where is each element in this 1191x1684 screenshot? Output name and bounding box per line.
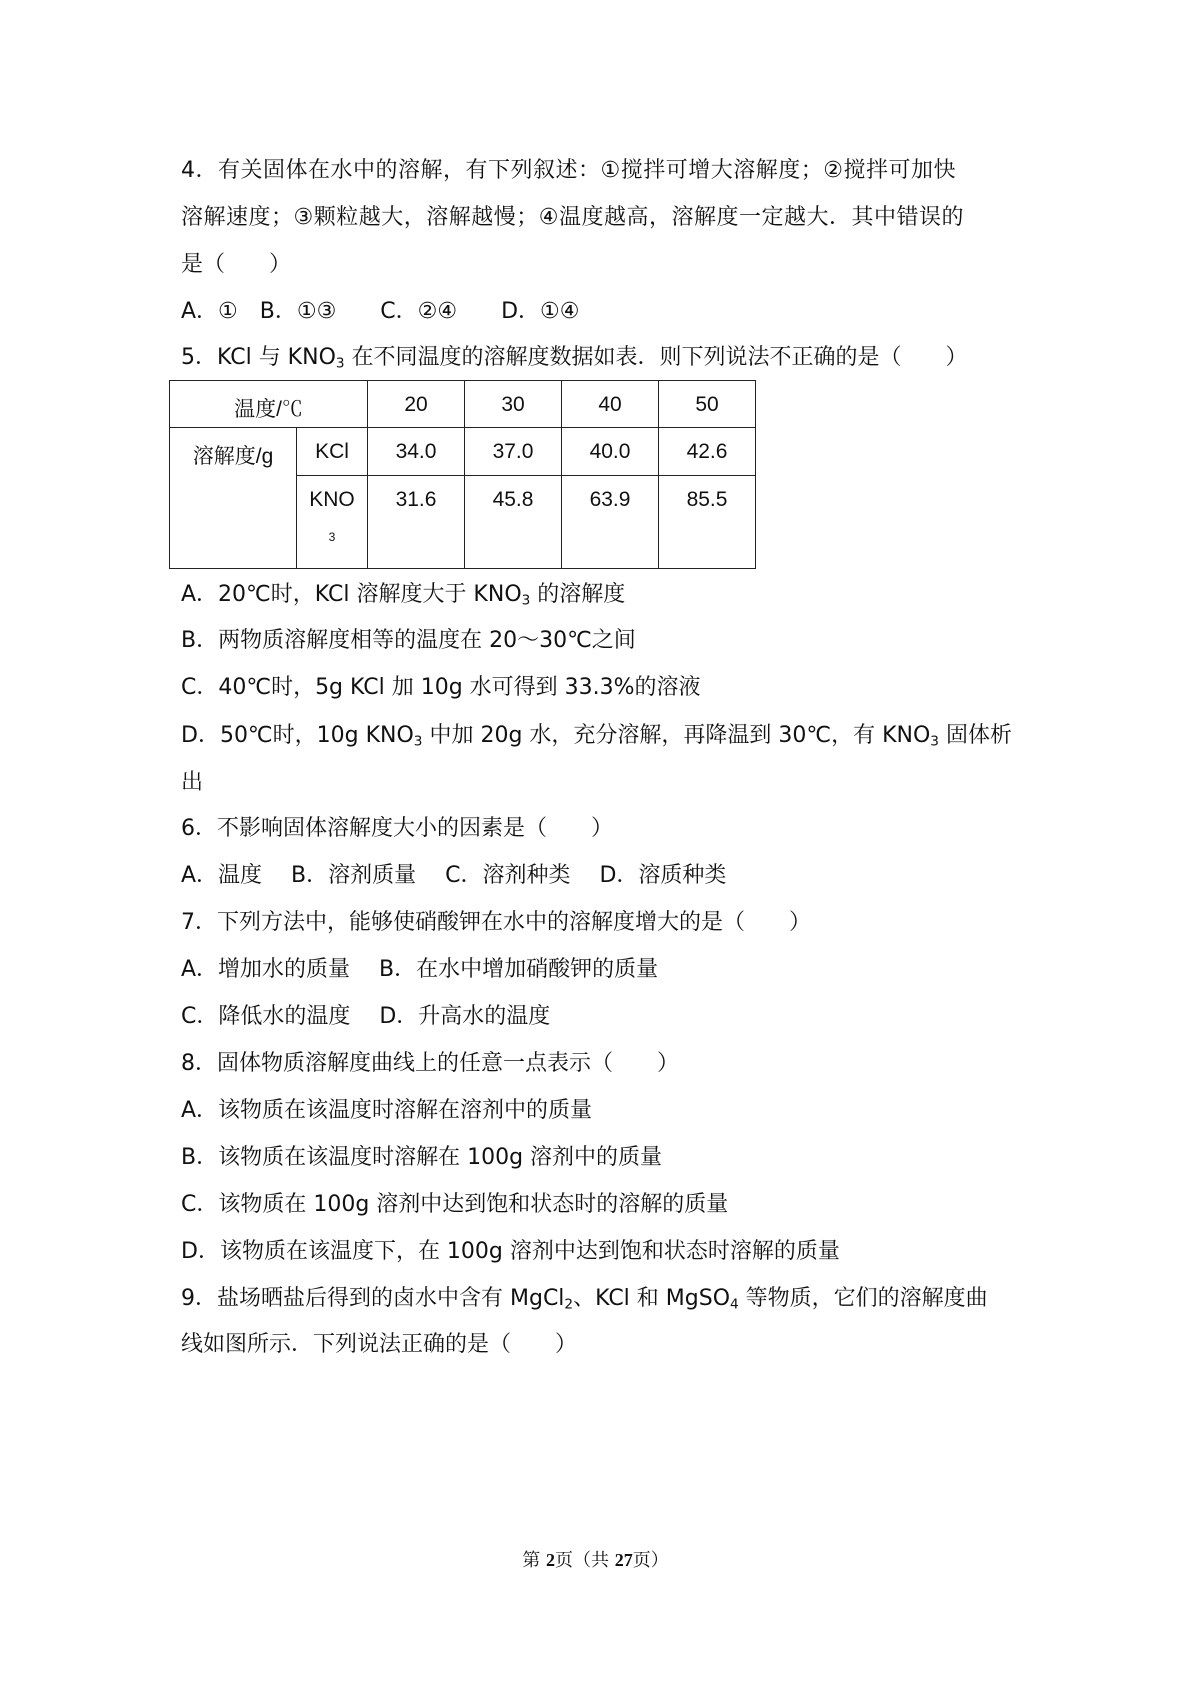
kno3-label-cell: KNO 3 — [297, 476, 368, 569]
kcl-label-cell: KCl — [297, 428, 368, 476]
total-pages: 27 — [614, 1550, 633, 1570]
table-row-kcl — [170, 428, 756, 476]
q9-line-1: 9．盐场晒盐后得到的卤水中含有 MgCl$_2$、KCl 和 MgSO$_4$ 等物质，它们的溶解度曲 — [181, 1286, 988, 1313]
q7-options-2: C．降低水的温度 D．升高水的温度 — [181, 1004, 551, 1029]
q5-option-d: D．50℃时，10g $KNO_3$ 中加 20g 水，充分溶解，再降温到 30℃，有 $KNO_3$ 固体析 — [181, 723, 1012, 750]
kno3-value-cell: 45.8 — [465, 476, 562, 569]
q5-option-c: C．40℃时，5g KCl 加 10g 水可得到 33.3%的溶液 — [181, 675, 701, 700]
table-row-header — [170, 381, 756, 428]
solubility-label-cell: 溶解度/g — [170, 428, 297, 569]
q8-option-b: B．该物质在该温度时溶解在 100g 溶剂中的质量 — [181, 1145, 663, 1170]
q5-option-a: A．20℃时，KCl 溶解度大于 $KNO_3$ 的溶解度 — [181, 582, 626, 609]
q4-line-2: 溶解速度；③颗粒越大，溶解越慢；④温度越高，溶解度一定越大．其中错误的 — [181, 205, 964, 230]
q7-options-1: A．增加水的质量 B．在水中增加硝酸钾的质量 — [181, 957, 659, 982]
temp-cell: 40 — [562, 381, 659, 428]
temp-cell: 50 — [659, 381, 756, 428]
solubility-table — [169, 380, 756, 569]
q8-option-d: D．该物质在该温度下，在 100g 溶剂中达到饱和状态时溶解的质量 — [181, 1239, 840, 1264]
kcl-value-cell: 37.0 — [465, 428, 562, 476]
q7-stem: 7．下列方法中，能够使硝酸钾在水中的溶解度增大的是（ ） — [181, 910, 811, 935]
q4-options: A．① B．①③ C．②④ D．①④ — [181, 299, 580, 324]
q4-line-1: 4．有关固体在水中的溶解，有下列叙述：①搅拌可增大溶解度；②搅拌可加快 — [181, 158, 956, 183]
q9-line-2: 线如图所示．下列说法正确的是（ ） — [181, 1332, 578, 1357]
kcl-value-cell: 34.0 — [368, 428, 465, 476]
kcl-value-cell: 40.0 — [562, 428, 659, 476]
q8-stem: 8．固体物质溶解度曲线上的任意一点表示（ ） — [181, 1051, 679, 1076]
kno3-value-cell: 63.9 — [562, 476, 659, 569]
kcl-value-cell: 42.6 — [659, 428, 756, 476]
kno3-value-cell: 31.6 — [368, 476, 465, 569]
q6-stem: 6．不影响固体溶解度大小的因素是（ ） — [181, 816, 613, 841]
page-number: 2 — [546, 1550, 555, 1570]
temp-header-cell: 温度/℃ — [170, 381, 368, 428]
kno3-label-subscript: 3 — [328, 530, 336, 544]
q8-option-c: C．该物质在 100g 溶剂中达到饱和状态时的溶解的质量 — [181, 1192, 729, 1217]
kno3-value-cell: 85.5 — [659, 476, 756, 569]
temp-cell: 20 — [368, 381, 465, 428]
q8-option-a: A．该物质在该温度时溶解在溶剂中的质量 — [181, 1098, 593, 1123]
q5-option-b: B．两物质溶解度相等的温度在 20～30℃之间 — [181, 628, 636, 653]
q6-options: A．温度 B．溶剂质量 C．溶剂种类 D．溶质种类 — [181, 863, 727, 888]
q4-line-3: 是（ ） — [181, 252, 292, 277]
q5-option-d-continued: 出 — [181, 770, 204, 795]
temp-cell: 30 — [465, 381, 562, 428]
q5-stem: 5．KCl 与 $KNO_3$ 在不同温度的溶解度数据如表．则下列说法不正确的是（ ） — [181, 345, 968, 372]
page-footer: 第 2页（共 27页） — [522, 1550, 669, 1571]
